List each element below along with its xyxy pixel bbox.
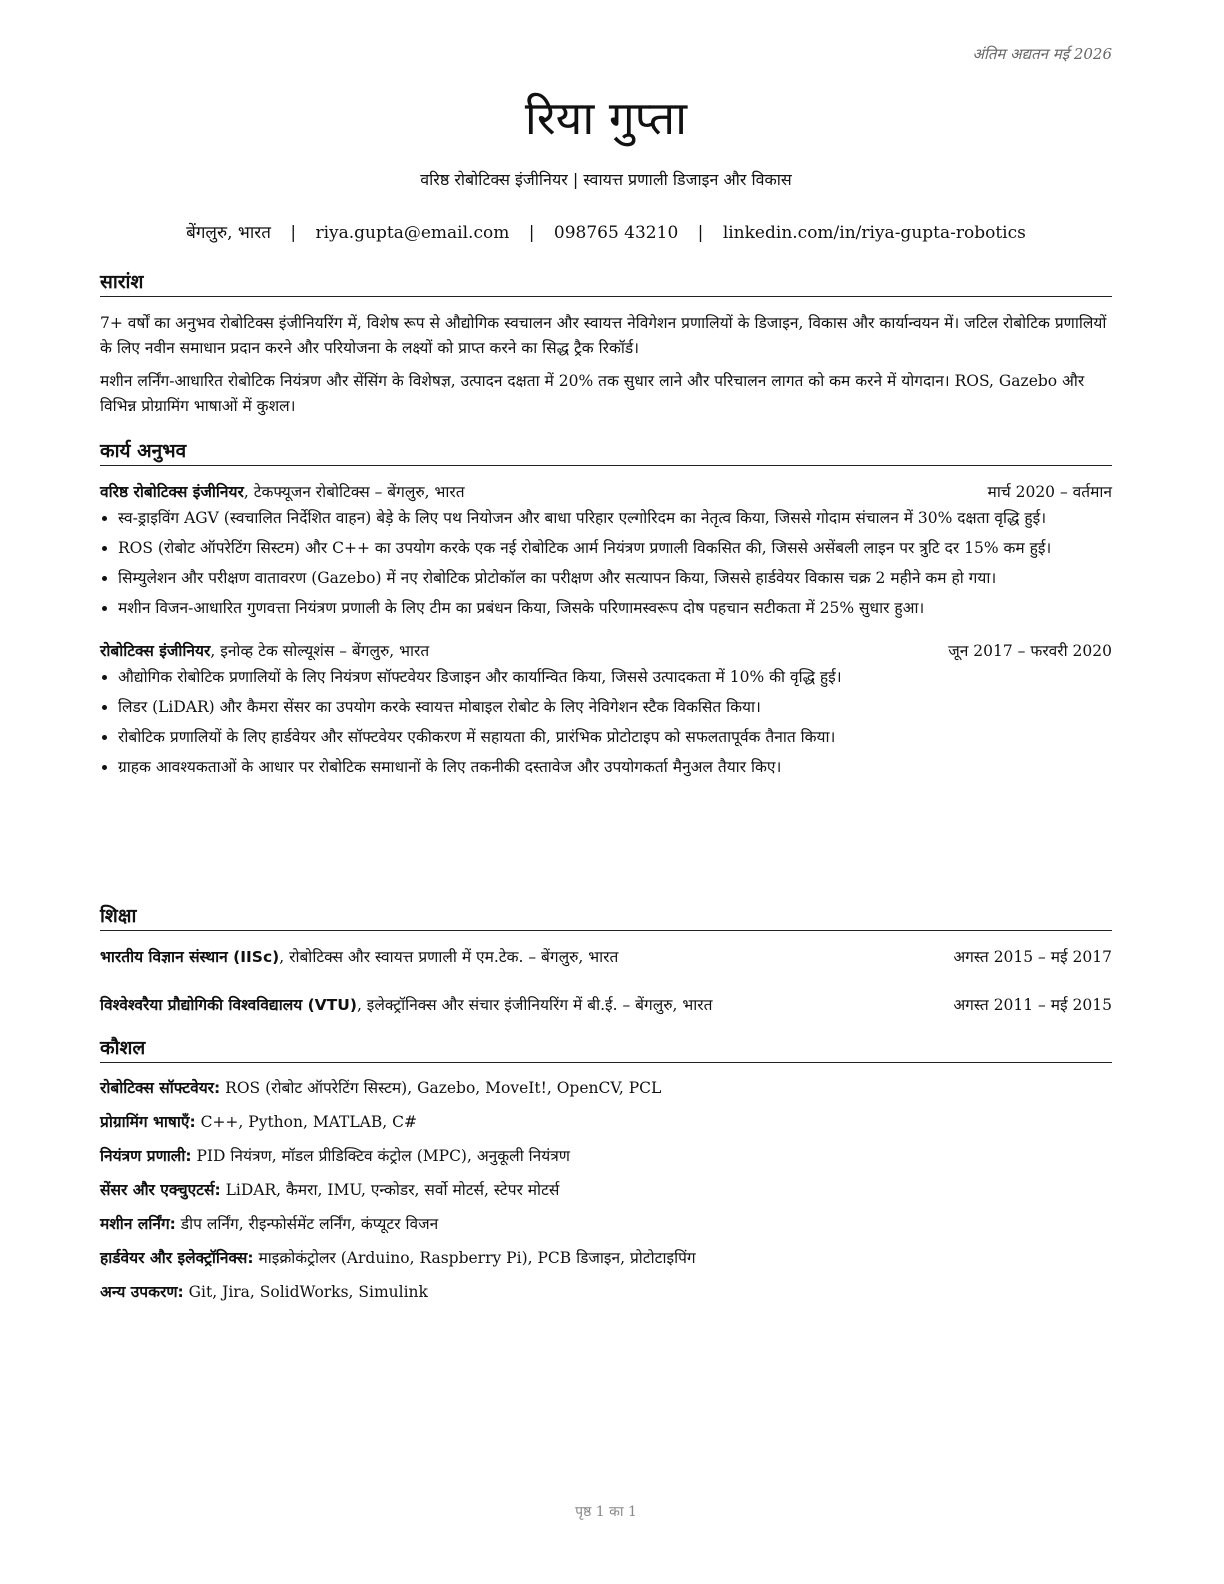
job-header <box>100 639 1112 663</box>
skill-value: Git, Jira, SolidWorks, Simulink <box>183 1283 428 1301</box>
job-bullet: • रोबोटिक प्रणालियों के लिए हार्डवेयर और सॉफ्टवेयर एकीकरण में सहायता की, प्रारंभिक प्रोटोटाइप को सफलतापूर्वक तैनात किया। <box>118 725 1112 750</box>
job-dates: मार्च 2020 – वर्तमान <box>987 483 1112 501</box>
job-bullets <box>100 506 1112 621</box>
job-dates: जून 2017 – फरवरी 2020 <box>948 642 1112 660</box>
skill-row <box>100 1173 1112 1207</box>
skill-label: सेंसर और एक्चुएटर्स: <box>100 1181 221 1199</box>
skill-value: LiDAR, कैमरा, IMU, एन्कोडर, सर्वो मोटर्स, स्टेपर मोटर्स <box>220 1181 560 1199</box>
skill-row <box>100 1139 1112 1173</box>
education-institution: विश्वेश्वरैया प्रौद्योगिकी विश्वविद्यालय (VTU) <box>100 996 357 1014</box>
skills-section <box>100 1034 1112 1309</box>
job-bullet: • ग्राहक आवश्यकताओं के आधार पर रोबोटिक समाधानों के लिए तकनीकी दस्तावेज और उपयोगकर्ता मैनुअल तैयार किए। <box>118 755 1112 780</box>
skills-list <box>100 1071 1112 1309</box>
skill-label: मशीन लर्निंग: <box>100 1215 176 1233</box>
contact-line <box>100 220 1112 243</box>
job-company: , इनोव्ह टेक सोल्यूशंस – बेंगलुरु, भारत <box>210 642 430 660</box>
education-dates: अगस्त 2015 – मई 2017 <box>953 948 1112 966</box>
education-institution: भारतीय विज्ञान संस्थान (IISc) <box>100 948 280 966</box>
contact-separator: | <box>697 223 704 243</box>
experience-section <box>100 437 1112 785</box>
job-bullet: • ROS (रोबोट ऑपरेटिंग सिस्टम) और C++ का उपयोग करके एक नई रोबोटिक आर्म नियंत्रण प्रणाली विकसित की, जिससे असेंबली लाइन पर त्रुटि दर 15% कम हुई। <box>118 536 1112 561</box>
contact-email[interactable]: riya.gupta@email.com <box>315 223 510 243</box>
job-entry <box>100 639 1112 780</box>
skill-value: ROS (रोबोट ऑपरेटिंग सिस्टम), Gazebo, MoveIt!, OpenCV, PCL <box>220 1079 662 1097</box>
candidate-name: रिया गुप्ता <box>524 91 688 145</box>
skill-value: C++, Python, MATLAB, C# <box>195 1113 417 1131</box>
skill-label: नियंत्रण प्रणाली: <box>100 1147 192 1165</box>
contact-location: बेंगलुरु, भारत <box>186 223 271 243</box>
resume-page <box>100 0 1112 1584</box>
job-company: , टेकफ्यूजन रोबोटिक्स – बेंगलुरु, भारत <box>243 483 465 501</box>
skill-value: माइक्रोकंट्रोलर (Arduino, Raspberry Pi), PCB डिजाइन, प्रोटोटाइपिंग <box>253 1249 696 1267</box>
last-updated: अंतिम अद्यतन मई 2026 <box>972 45 1112 63</box>
job-bullet: • मशीन विजन-आधारित गुणवत्ता नियंत्रण प्रणाली के लिए टीम का प्रबंधन किया, जिसके परिणामस्वरूप दोष पहचान सटीकता में 25% सुधार हुआ। <box>118 596 1112 621</box>
job-header <box>100 480 1112 504</box>
skill-label: अन्य उपकरण: <box>100 1283 184 1301</box>
contact-separator: | <box>290 223 297 243</box>
job-bullet: • लिडर (LiDAR) और कैमरा सेंसर का उपयोग करके स्वायत्त मोबाइल रोबोट के लिए नेविगेशन स्टैक विकसित किया। <box>118 695 1112 720</box>
job-bullet: • स्व-ड्राइविंग AGV (स्वचालित निर्देशित वाहन) बेड़े के लिए पथ नियोजन और बाधा परिहार एल्गोरिदम का नेतृत्व किया, जिससे गोदाम संचालन में 30% दक्षता वृद्धि हुई। <box>118 506 1112 531</box>
job-bullets <box>100 665 1112 780</box>
summary-section <box>100 268 1112 419</box>
contact-linkedin[interactable]: linkedin.com/in/riya-gupta-robotics <box>722 223 1026 243</box>
education-section <box>100 902 1112 1017</box>
education-title: शिक्षा <box>100 902 1112 931</box>
job-bullet: • औद्योगिक रोबोटिक प्रणालियों के लिए नियंत्रण सॉफ्टवेयर डिजाइन और कार्यान्वित किया, जिससे उत्पादकता में 10% की वृद्धि हुई। <box>118 665 1112 690</box>
education-detail: , रोबोटिक्स और स्वायत्त प्रणाली में एम.टेक. – बेंगलुरु, भारत <box>279 948 619 966</box>
skill-label: हार्डवेयर और इलेक्ट्रॉनिक्स: <box>100 1249 254 1267</box>
skill-row <box>100 1241 1112 1275</box>
contact-phone[interactable]: 098765 43210 <box>553 223 679 243</box>
skill-label: रोबोटिक्स सॉफ्टवेयर: <box>100 1079 221 1097</box>
job-entry <box>100 480 1112 621</box>
skill-row <box>100 1275 1112 1309</box>
contact-separator: | <box>528 223 535 243</box>
headline: वरिष्ठ रोबोटिक्स इंजीनियर | स्वायत्त प्रणाली डिजाइन और विकास <box>420 170 792 189</box>
summary-title: सारांश <box>100 268 1112 297</box>
skill-label: प्रोग्रामिंग भाषाएँ: <box>100 1113 196 1131</box>
experience-title: कार्य अनुभव <box>100 437 1112 466</box>
education-entry <box>100 945 1112 969</box>
summary-paragraph-1: 7+ वर्षों का अनुभव रोबोटिक्स इंजीनियरिंग में, विशेष रूप से औद्योगिक स्वचालन और स्वायत्त नेविगेशन प्रणालियों के डिजाइन, विकास और कार्यान्वयन में। जटिल रोबोटिक प्रणालियों के लिए नवीन समाधान प्रदान करने और परियोजना के लक्ष्यों को प्राप्त करने का सिद्ध ट्रैक रिकॉर्ड। <box>100 314 1107 357</box>
skill-row <box>100 1207 1112 1241</box>
summary-paragraph-2: मशीन लर्निंग-आधारित रोबोटिक नियंत्रण और सेंसिंग के विशेषज्ञ, उत्पादन दक्षता में 20% तक सुधार लाने और परिचालन लागत को कम करने में योगदान। ROS, Gazebo और विभिन्न प्रोग्रामिंग भाषाओं में कुशल। <box>100 372 1085 415</box>
skill-row <box>100 1071 1112 1105</box>
skill-value: PID नियंत्रण, मॉडल प्रीडिक्टिव कंट्रोल (MPC), अनुकूली नियंत्रण <box>191 1147 571 1165</box>
skills-title: कौशल <box>100 1034 1112 1063</box>
education-entry <box>100 993 1112 1017</box>
education-dates: अगस्त 2011 – मई 2015 <box>953 996 1112 1014</box>
skill-value: डीप लर्निंग, रीइन्फोर्समेंट लर्निंग, कंप्यूटर विजन <box>175 1215 439 1233</box>
job-bullet: • सिम्युलेशन और परीक्षण वातावरण (Gazebo) में नए रोबोटिक प्रोटोकॉल का परीक्षण और सत्यापन किया, जिससे हार्डवेयर विकास चक्र 2 महीने कम हो गया। <box>118 566 1112 591</box>
job-role: रोबोटिक्स इंजीनियर <box>100 642 211 660</box>
job-role: वरिष्ठ रोबोटिक्स इंजीनियर <box>100 483 244 501</box>
education-detail: , इलेक्ट्रॉनिक्स और संचार इंजीनियरिंग में बी.ई. – बेंगलुरु, भारत <box>356 996 713 1014</box>
skill-row <box>100 1105 1112 1139</box>
page-footer: पृष्ठ 1 का 1 <box>575 1504 637 1520</box>
